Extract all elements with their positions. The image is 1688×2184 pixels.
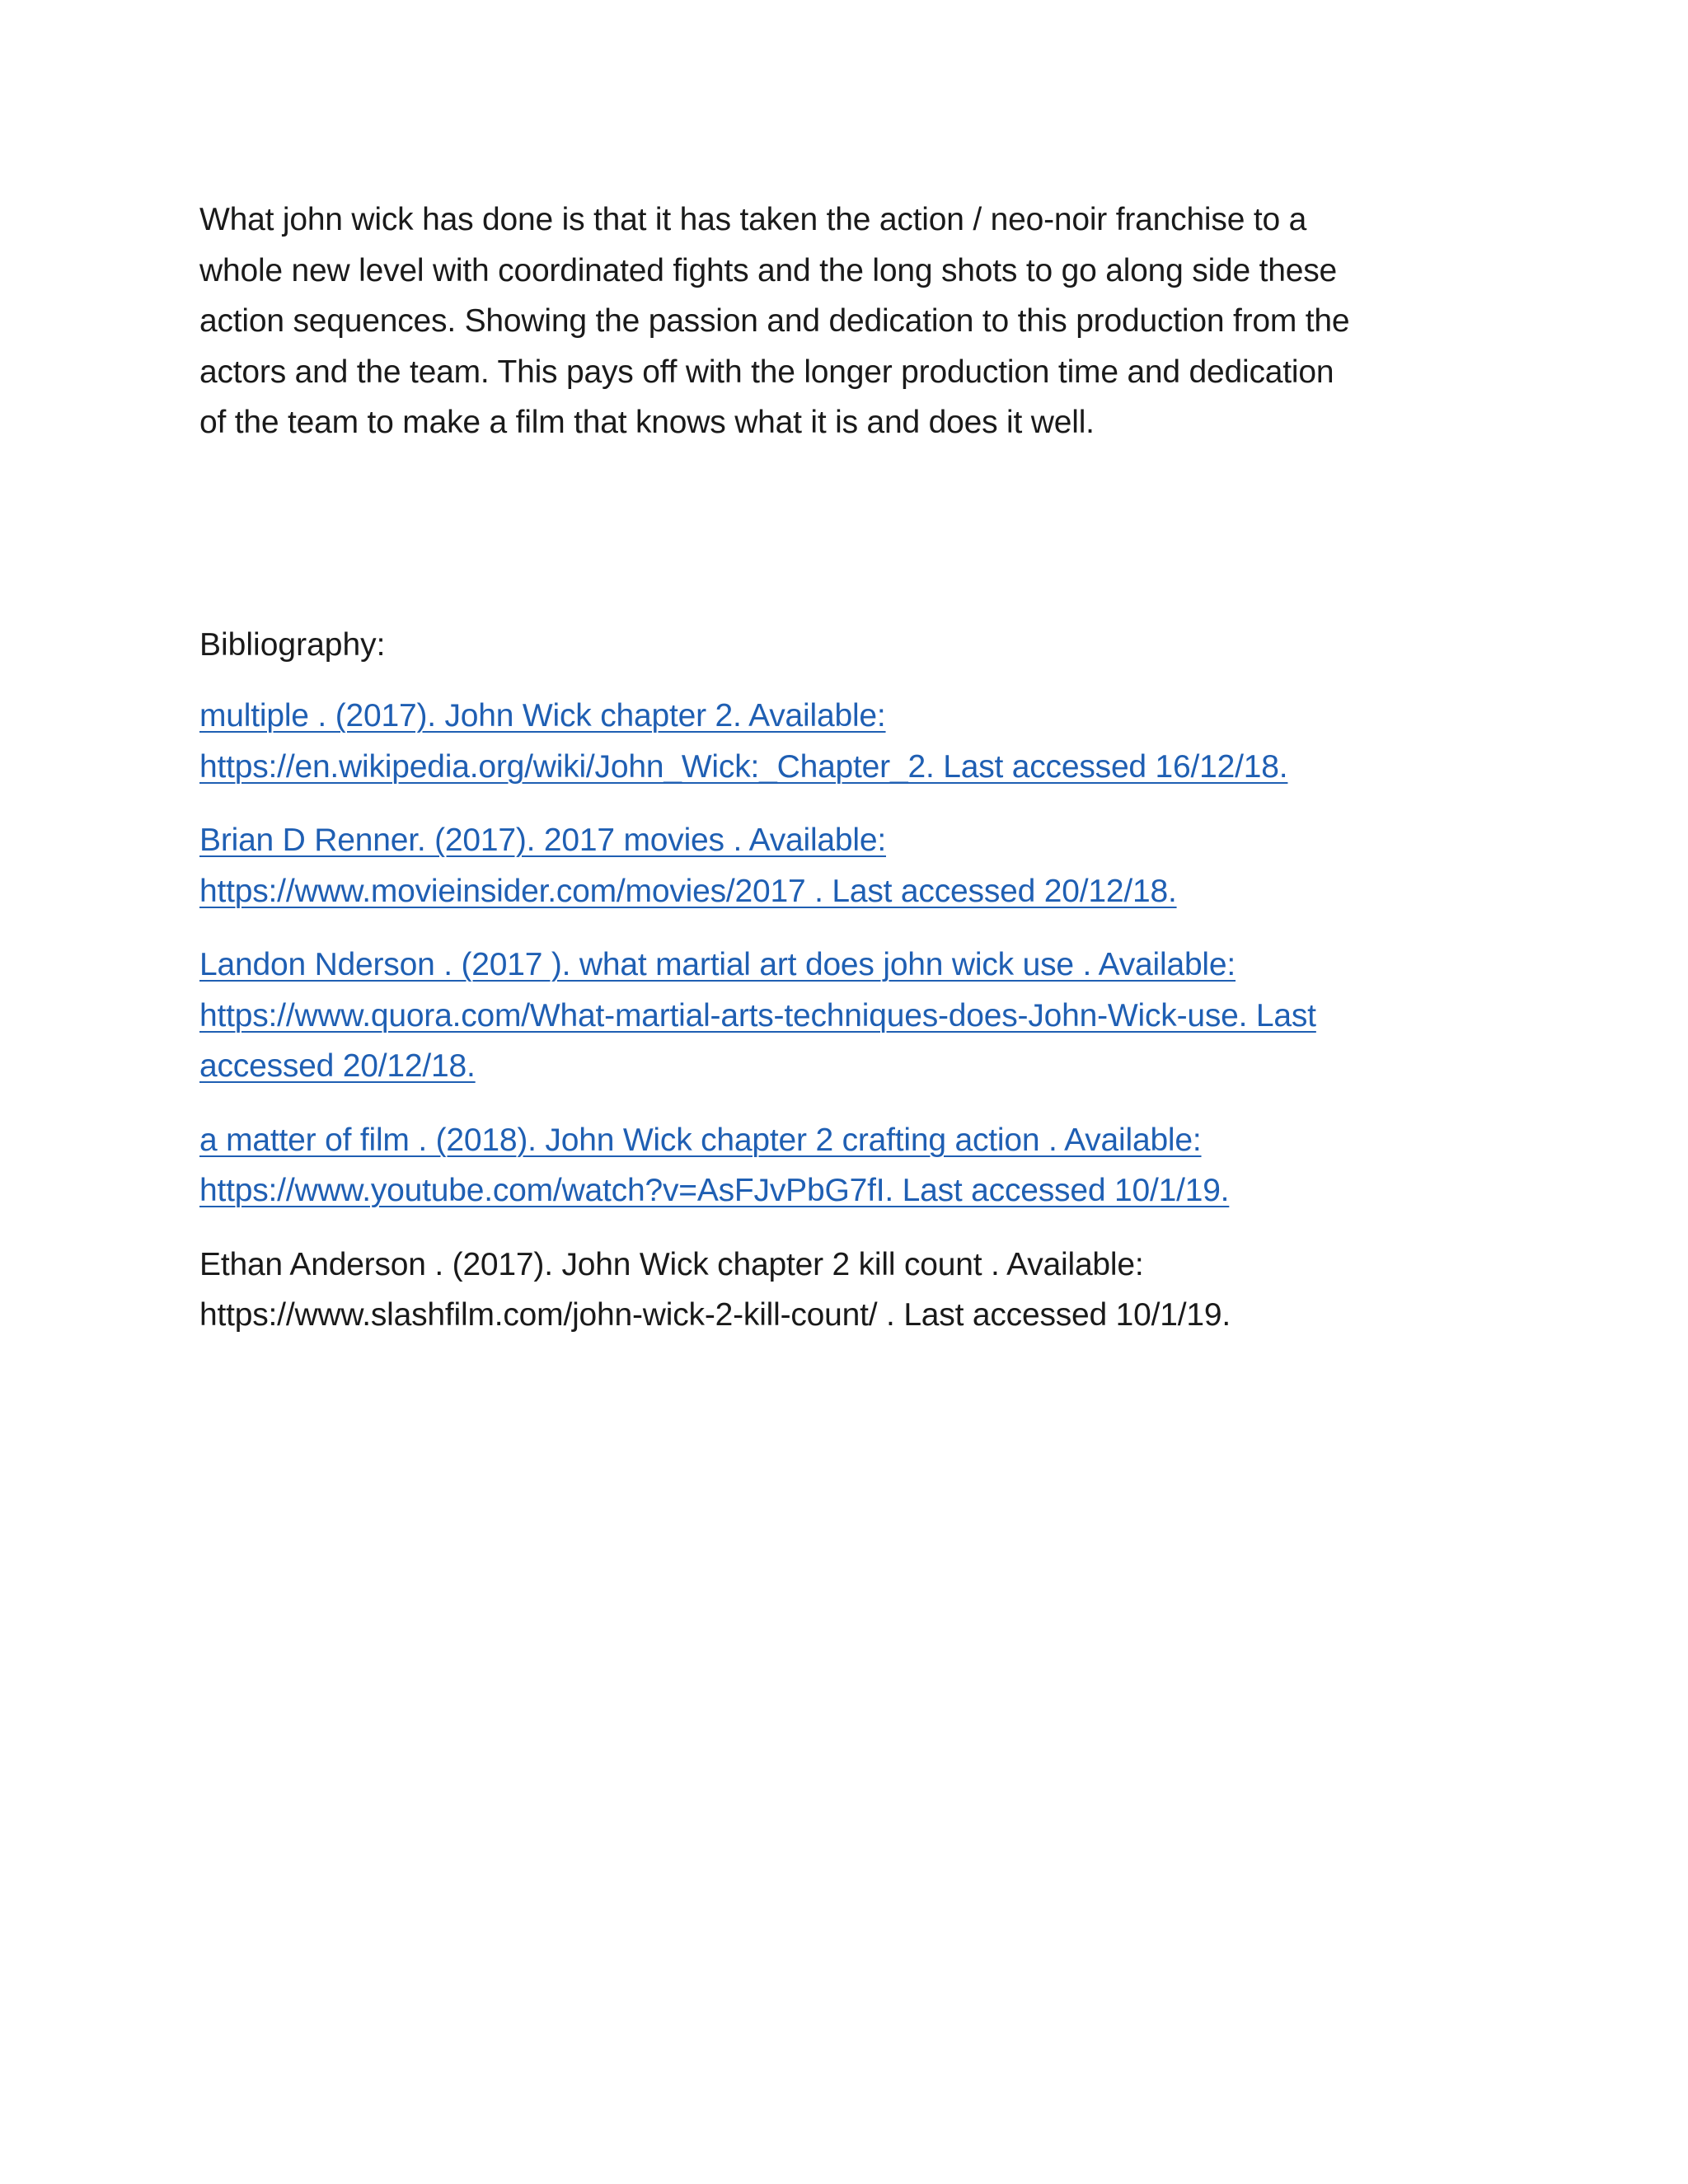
bibliography-link-wikipedia[interactable] <box>199 691 1518 792</box>
entry-line: https://www.slashfilm.com/john-wick-2-kill-count/ . Last accessed 10/1/19. <box>199 1297 1231 1333</box>
body-paragraph <box>199 194 1518 448</box>
entry-line: Ethan Anderson . (2017). John Wick chapter 2 kill count . Available: <box>199 1246 1144 1282</box>
entry-line: Landon Nderson . (2017 ). what martial art does john wick use . Available: <box>199 947 1236 982</box>
bibliography-entry-youtube <box>199 1115 1518 1216</box>
entry-line: multiple . (2017). John Wick chapter 2. Available: <box>199 698 886 733</box>
bibliography-entry-quora <box>199 940 1518 1092</box>
entry-line: https://www.youtube.com/watch?v=AsFJvPbG7fI. Last accessed 10/1/19. <box>199 1173 1230 1208</box>
bibliography-link-youtube[interactable] <box>199 1115 1518 1216</box>
body-line: of the team to make a film that knows what it is and does it well. <box>199 405 1095 440</box>
bibliography-link-quora[interactable] <box>199 940 1518 1092</box>
bibliography-entry-wikipedia <box>199 691 1518 792</box>
entry-line: accessed 20/12/18. <box>199 1048 476 1084</box>
entry-line: Brian D Renner. (2017). 2017 movies . Available: <box>199 823 886 858</box>
entry-line: https://www.movieinsider.com/movies/2017 . Last accessed 20/12/18. <box>199 873 1177 909</box>
entry-line: a matter of film . (2018). John Wick chapter 2 crafting action . Available: <box>199 1122 1202 1158</box>
bibliography-list <box>199 691 1518 1364</box>
body-line: What john wick has done is that it has taken the action / neo-noir franchise to a <box>199 202 1307 237</box>
bibliography-heading: Bibliography: <box>199 627 386 663</box>
body-line: whole new level with coordinated fights and the long shots to go along side these <box>199 252 1338 288</box>
body-line: actors and the team. This pays off with the longer production time and dedication <box>199 354 1334 390</box>
entry-line: https://en.wikipedia.org/wiki/John_Wick:_Chapter_2. Last accessed 16/12/18. <box>199 748 1288 785</box>
bibliography-entry-movieinsider <box>199 815 1518 916</box>
entry-line: https://www.quora.com/What-martial-arts-techniques-does-John-Wick-use. Last <box>199 997 1316 1033</box>
bibliography-entry-slashfilm <box>199 1240 1518 1341</box>
body-line: action sequences. Showing the passion and dedication to this production from the <box>199 303 1350 339</box>
bibliography-link-movieinsider[interactable] <box>199 815 1518 916</box>
